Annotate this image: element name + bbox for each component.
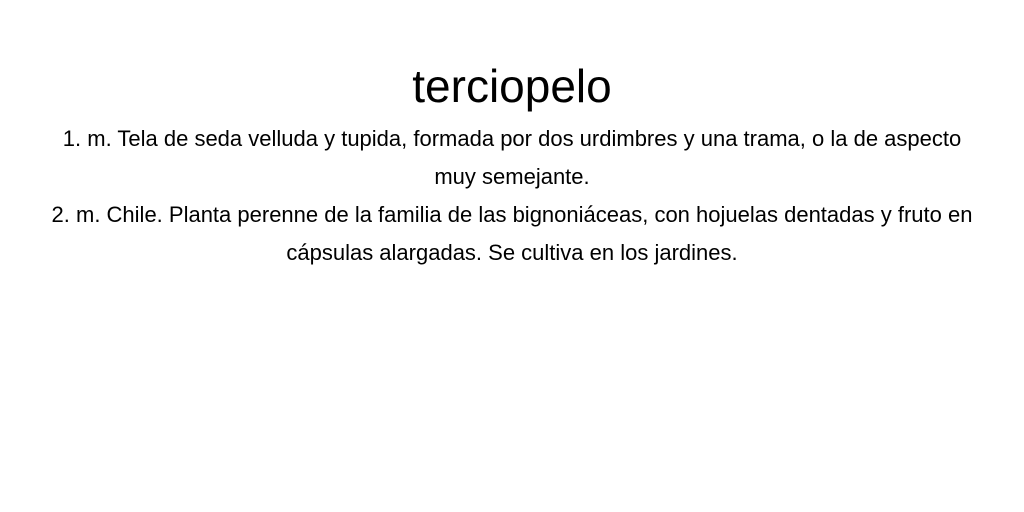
definition-2: 2. m. Chile. Planta perenne de la familia de las bignoniáceas, con hojuelas dentadas y fruto en cápsulas alargadas. Se cultiva en los jardines. [51, 202, 973, 265]
definition-list [47, 120, 977, 272]
headword: terciopelo [412, 60, 612, 112]
definition-1: 1. m. Tela de seda velluda y tupida, formada por dos urdimbres y una trama, o la de aspecto muy semejante. [62, 126, 962, 189]
